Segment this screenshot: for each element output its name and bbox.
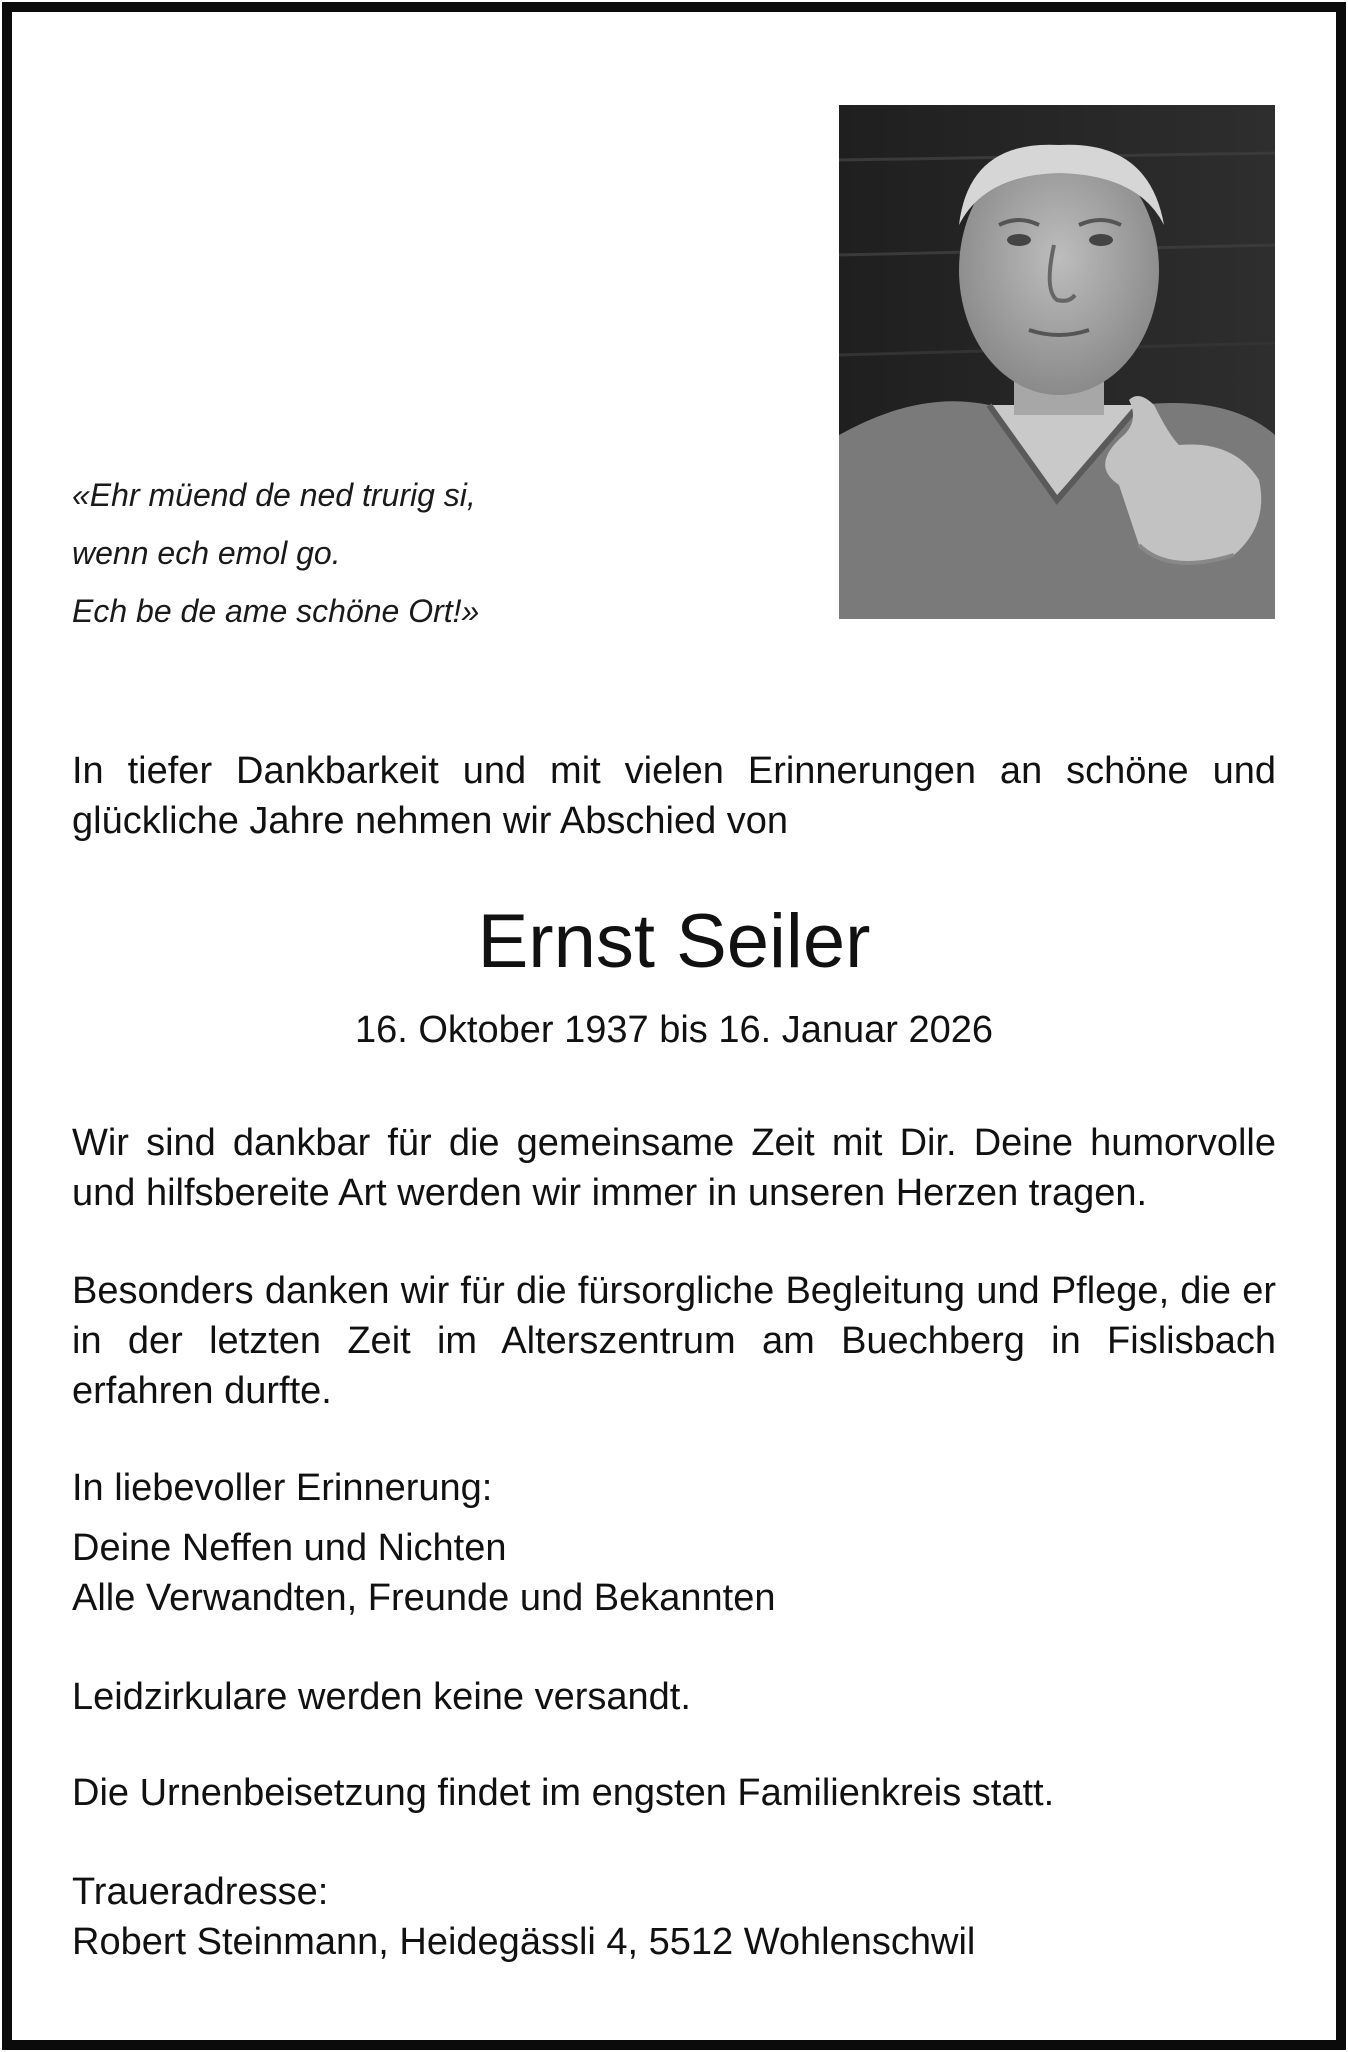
mourning-address bbox=[72, 1867, 1276, 1967]
quote-line-1: «Ehr müend de ned trurig si, bbox=[72, 477, 476, 513]
mourners-list bbox=[72, 1523, 1276, 1623]
thanks-paragraph: Wir sind dankbar für die gemeinsame Zeit mit Dir. Deine humorvolle und hilfsbereite Art werden wir immer in unseren Herzen tragen. bbox=[72, 1122, 1276, 1214]
life-dates: 16. Oktober 1937 bis 16. Januar 2026 bbox=[354, 1009, 993, 1051]
address-heading: Traueradresse: bbox=[72, 1871, 329, 1913]
care-paragraph: Besonders danken wir für die fürsorgliche Begleitung und Pflege, die er in der letzten Zeit im Alterszentrum am Buechberg in Fislisbach erfahren durfte. bbox=[72, 1270, 1276, 1412]
quote-line-2: wenn ech emol go. bbox=[72, 535, 341, 571]
address-line: Robert Steinmann, Heidegässli 4, 5512 Wohlenschwil bbox=[72, 1921, 976, 1963]
quote-line-3: Ech be de ame schöne Ort!» bbox=[72, 593, 480, 629]
deceased-name: Ernst Seiler bbox=[477, 899, 871, 984]
mourners-line-1: Deine Neffen und Nichten bbox=[72, 1527, 507, 1569]
intro-text: In tiefer Dankbarkeit und mit vielen Erinnerungen an schöne und glückliche Jahre nehmen wir Abschied von bbox=[72, 750, 1276, 842]
portrait-photo bbox=[839, 105, 1275, 619]
remembrance-heading: In liebevoller Erinnerung: bbox=[72, 1467, 493, 1509]
mourners-line-2: Alle Verwandten, Freunde und Bekannten bbox=[72, 1577, 776, 1619]
quote-block bbox=[72, 466, 692, 640]
burial-notice: Die Urnenbeisetzung findet im engsten Familienkreis statt. bbox=[72, 1772, 1055, 1814]
circulars-notice: Leidzirkulare werden keine versandt. bbox=[72, 1676, 691, 1718]
